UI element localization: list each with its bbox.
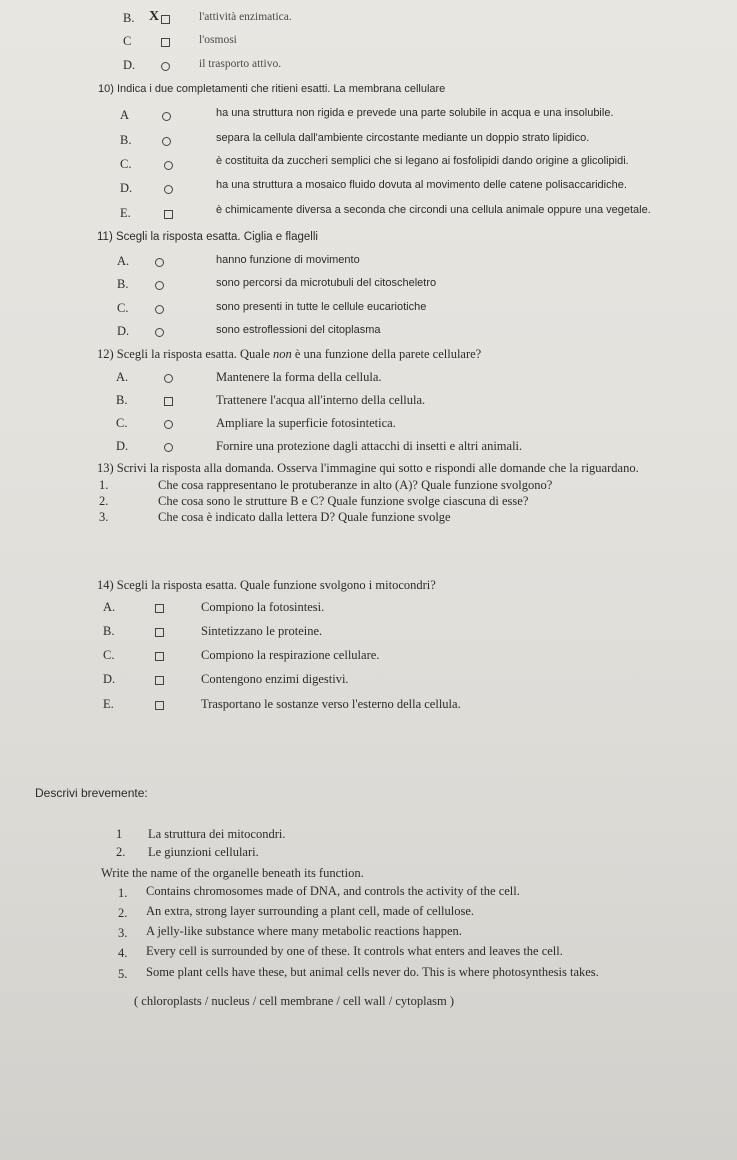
- item-text: An extra, strong layer surrounding a plant cell, made of cellulose.: [146, 904, 475, 918]
- option-text: è costituita da zuccheri semplici che si legano ai fosfolipidi dando origine a glicolipidi.: [216, 155, 629, 167]
- option-text: Sintetizzano le proteine.: [201, 624, 323, 638]
- option-letter: B.: [120, 133, 132, 147]
- english-prompt: Write the name of the organelle beneath its function.: [101, 866, 364, 880]
- item-number: 5.: [118, 967, 128, 981]
- item-text: Some plant cells have these, but animal cells never do. This is where photosynthesis takes.: [146, 965, 599, 979]
- checkbox[interactable]: [161, 62, 170, 71]
- option-letter: A.: [116, 370, 129, 384]
- item-number: 3.: [99, 510, 109, 524]
- item-text: Contains chromosomes made of DNA, and controls the activity of the cell.: [146, 884, 520, 898]
- item-number: 2.: [116, 845, 126, 859]
- describe-title: Descrivi brevemente:: [35, 786, 148, 800]
- checkbox[interactable]: [164, 374, 173, 383]
- option-letter: A.: [103, 600, 116, 614]
- item-text: La struttura dei mitocondri.: [148, 827, 286, 841]
- option-text: l'attività enzimatica.: [199, 11, 292, 23]
- prompt-emphasis: non: [273, 347, 292, 361]
- option-letter: A: [120, 108, 130, 122]
- checkbox[interactable]: [161, 15, 170, 24]
- checkbox[interactable]: [155, 628, 164, 637]
- option-text: l'osmosi: [199, 34, 237, 46]
- checkbox[interactable]: [155, 281, 164, 290]
- option-letter: E.: [103, 697, 114, 711]
- option-letter: A.: [117, 254, 130, 268]
- option-letter: B.: [103, 624, 115, 638]
- checkbox[interactable]: [164, 443, 173, 452]
- question-12-prompt: [97, 347, 481, 361]
- option-letter: B.: [116, 393, 128, 407]
- option-text: Ampliare la superficie fotosintetica.: [216, 416, 396, 430]
- checkbox[interactable]: [164, 420, 173, 429]
- option-text: Compiono la fotosintesi.: [201, 600, 325, 614]
- item-number: 1.: [118, 886, 128, 900]
- option-text: sono presenti in tutte le cellule eucariotiche: [216, 301, 427, 313]
- option-letter: D.: [103, 672, 116, 686]
- option-text: il trasporto attivo.: [199, 58, 282, 70]
- item-number: 1.: [99, 478, 109, 492]
- option-text: Contengono enzimi digestivi.: [201, 672, 349, 686]
- option-letter: C: [123, 34, 132, 48]
- option-text: hanno funzione di movimento: [216, 254, 360, 266]
- option-letter: C.: [116, 416, 128, 430]
- option-letter: D.: [116, 439, 129, 453]
- item-number: 3.: [118, 926, 128, 940]
- item-number: 1: [116, 827, 123, 841]
- option-letter: C.: [103, 648, 115, 662]
- option-text: ha una struttura non rigida e prevede una parte solubile in acqua e una insolubile.: [216, 107, 614, 119]
- option-letter: D.: [123, 58, 136, 72]
- checkbox[interactable]: [162, 137, 171, 146]
- option-text: Trasportano le sostanze verso l'esterno della cellula.: [201, 697, 461, 711]
- item-text: A jelly-like substance where many metabolic reactions happen.: [146, 924, 462, 938]
- checkbox[interactable]: [155, 652, 164, 661]
- checkbox[interactable]: [162, 112, 171, 121]
- option-letter: C.: [117, 301, 129, 315]
- item-number: 2.: [118, 906, 128, 920]
- checkbox[interactable]: [164, 210, 173, 219]
- item-text: Che cosa è indicato dalla lettera D? Quale funzione svolge: [158, 510, 451, 524]
- option-text: sono percorsi da microtubuli del citoscheletro: [216, 277, 437, 289]
- checkbox[interactable]: [161, 38, 170, 47]
- item-text: Every cell is surrounded by one of these. It controls what enters and leaves the cell.: [146, 944, 563, 958]
- checkbox[interactable]: [155, 305, 164, 314]
- question-14-prompt: 14) Scegli la risposta esatta. Quale funzione svolgono i mitocondri?: [97, 578, 436, 592]
- option-letter: B.: [123, 11, 135, 25]
- checkbox[interactable]: [164, 161, 173, 170]
- checkbox[interactable]: [155, 604, 164, 613]
- option-letter: D.: [117, 324, 130, 338]
- option-letter: C.: [120, 157, 132, 171]
- item-text: Che cosa sono le strutture B e C? Quale funzione svolge ciascuna di esse?: [158, 494, 529, 508]
- checkbox[interactable]: [155, 701, 164, 710]
- option-letter: B.: [117, 277, 129, 291]
- question-13-prompt: 13) Scrivi la risposta alla domanda. Osserva l'immagine qui sotto e rispondi alle domande che la riguardano.: [97, 461, 639, 475]
- answer-mark: X: [149, 9, 160, 24]
- option-text: Compiono la respirazione cellulare.: [201, 648, 380, 662]
- checkbox[interactable]: [164, 185, 173, 194]
- question-11-prompt: 11) Scegli la risposta esatta. Ciglia e flagelli: [97, 231, 318, 243]
- item-text: Che cosa rappresentano le protuberanze in alto (A)? Quale funzione svolgono?: [158, 478, 553, 492]
- option-text: Trattenere l'acqua all'interno della cellula.: [216, 393, 426, 407]
- item-number: 2.: [99, 494, 109, 508]
- word-bank: ( chloroplasts / nucleus / cell membrane / cell wall / cytoplasm ): [134, 994, 455, 1008]
- option-text: ha una struttura a mosaico fluido dovuta al movimento delle catene polisaccaridiche.: [216, 179, 627, 191]
- checkbox[interactable]: [155, 676, 164, 685]
- prompt-part: 12) Scegli la risposta esatta. Quale: [97, 347, 273, 361]
- option-text: separa la cellula dall'ambiente circostante mediante un doppio strato lipidico.: [216, 132, 590, 144]
- option-letter: D.: [120, 181, 133, 195]
- option-text: è chimicamente diversa a seconda che circondi una cellula animale oppure una vegetale.: [216, 204, 651, 216]
- item-text: Le giunzioni cellulari.: [148, 845, 259, 859]
- option-text: Mantenere la forma della cellula.: [216, 370, 382, 384]
- option-text: sono estroflessioni del citoplasma: [216, 324, 381, 336]
- prompt-part: è una funzione della parete cellulare?: [291, 347, 482, 361]
- option-letter: E.: [120, 206, 131, 220]
- checkbox[interactable]: [164, 397, 173, 406]
- option-text: Fornire una protezione dagli attacchi di insetti e altri animali.: [216, 439, 523, 453]
- checkbox[interactable]: [155, 258, 164, 267]
- question-10-prompt: 10) Indica i due completamenti che ritieni esatti. La membrana cellulare: [98, 83, 446, 95]
- checkbox[interactable]: [155, 328, 164, 337]
- item-number: 4.: [118, 946, 128, 960]
